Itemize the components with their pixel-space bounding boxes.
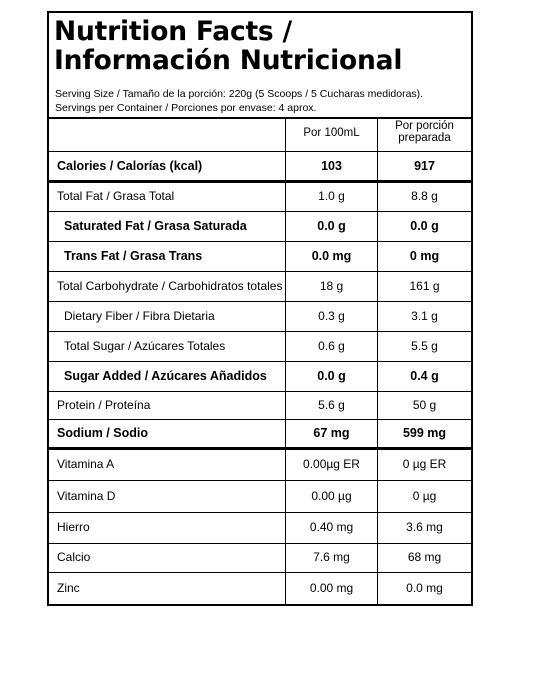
column-header-per-serving-line-1: Por porción	[395, 120, 454, 132]
value-per-100ml: 0.00 µg	[311, 489, 352, 503]
nutrient-name: Saturated Fat / Grasa Saturada	[64, 219, 247, 233]
servings-per-container: Servings per Container / Porciones por envase: 4 aprox.	[55, 102, 317, 114]
value-per-serving: 5.5 g	[411, 339, 438, 353]
value-per-serving: 0.0 mg	[406, 581, 443, 595]
title-line-2: Información Nutricional	[54, 45, 403, 76]
value-per-serving: 161 g	[409, 279, 440, 293]
value-per-serving: 917	[414, 159, 435, 173]
value-per-100ml: 5.6 g	[318, 398, 345, 412]
value-per-serving: 0.4 g	[410, 369, 439, 383]
nutrient-row	[49, 512, 471, 543]
nutrient-name: Total Sugar / Azúcares Totales	[64, 339, 226, 353]
nutrient-name: Total Fat / Grasa Total	[57, 189, 175, 203]
value-per-100ml: 0.00µg ER	[303, 457, 360, 471]
nutrient-row	[49, 572, 471, 604]
nutrient-row	[49, 301, 471, 331]
nutrient-row	[49, 448, 471, 480]
value-per-100ml: 7.6 mg	[313, 550, 350, 564]
nutrient-row	[49, 271, 471, 301]
nutrient-name: Calcio	[57, 550, 91, 564]
value-per-serving: 50 g	[412, 398, 437, 412]
nutrient-name: Hierro	[57, 520, 90, 534]
nutrient-name: Total Carbohydrate / Carbohidratos totales	[57, 279, 283, 293]
value-per-serving: 8.8 g	[411, 189, 438, 203]
value-per-100ml: 0.0 g	[317, 219, 346, 233]
nutrient-row	[49, 480, 471, 512]
nutrient-row	[49, 181, 471, 211]
value-per-100ml: 0.0 g	[317, 369, 346, 383]
serving-size: Serving Size / Tamaño de la porción: 220g (5 Scoops / 5 Cucharas medidoras).	[55, 88, 424, 100]
nutrient-row	[49, 361, 471, 391]
nutrient-row	[49, 151, 471, 181]
value-per-serving: 3.6 mg	[406, 520, 443, 534]
nutrient-name: Vitamina D	[57, 489, 116, 503]
value-per-100ml: 0.3 g	[318, 309, 345, 323]
nutrient-name: Protein / Proteína	[57, 398, 151, 412]
nutrient-row	[49, 543, 471, 572]
value-per-100ml: 0.6 g	[318, 339, 345, 353]
title-line-1: Nutrition Facts /	[54, 16, 292, 47]
nutrient-name: Zinc	[57, 581, 80, 595]
divider-thick	[49, 117, 471, 119]
nutrient-row	[49, 391, 471, 419]
value-per-serving: 0 mg	[409, 249, 440, 263]
column-header-per-serving-line-2: preparada	[398, 132, 451, 144]
nutrient-row	[49, 419, 471, 448]
value-per-serving: 68 mg	[407, 550, 442, 564]
nutrient-name: Trans Fat / Grasa Trans	[64, 249, 203, 263]
nutrient-row	[49, 241, 471, 271]
label-title	[54, 17, 470, 75]
column-header-per-100ml: Por 100mL	[303, 127, 360, 139]
nutrition-label	[47, 11, 473, 606]
column-header-per-serving	[378, 120, 471, 144]
value-per-100ml: 67 mg	[313, 426, 350, 440]
value-per-100ml: 0.0 mg	[311, 249, 352, 263]
nutrient-name: Vitamina A	[57, 457, 115, 471]
nutrient-name: Sodium / Sodio	[57, 426, 148, 440]
value-per-100ml: 18 g	[319, 279, 344, 293]
nutrient-row	[49, 331, 471, 361]
serving-info	[55, 87, 423, 115]
nutrient-name: Calories / Calorías (kcal)	[57, 159, 203, 173]
value-per-100ml: 0.40 mg	[309, 520, 354, 534]
value-per-100ml: 1.0 g	[318, 189, 345, 203]
value-per-serving: 0.0 g	[410, 219, 439, 233]
nutrient-name: Dietary Fiber / Fibra Dietaria	[64, 309, 215, 323]
nutrient-name: Sugar Added / Azúcares Añadidos	[64, 369, 267, 383]
nutrient-row	[49, 211, 471, 241]
value-per-serving: 599 mg	[402, 426, 447, 440]
value-per-serving: 3.1 g	[411, 309, 438, 323]
value-per-100ml: 0.00 mg	[309, 581, 354, 595]
value-per-serving: 0 µg	[412, 489, 437, 503]
value-per-serving: 0 µg ER	[402, 457, 447, 471]
value-per-100ml: 103	[321, 159, 342, 173]
